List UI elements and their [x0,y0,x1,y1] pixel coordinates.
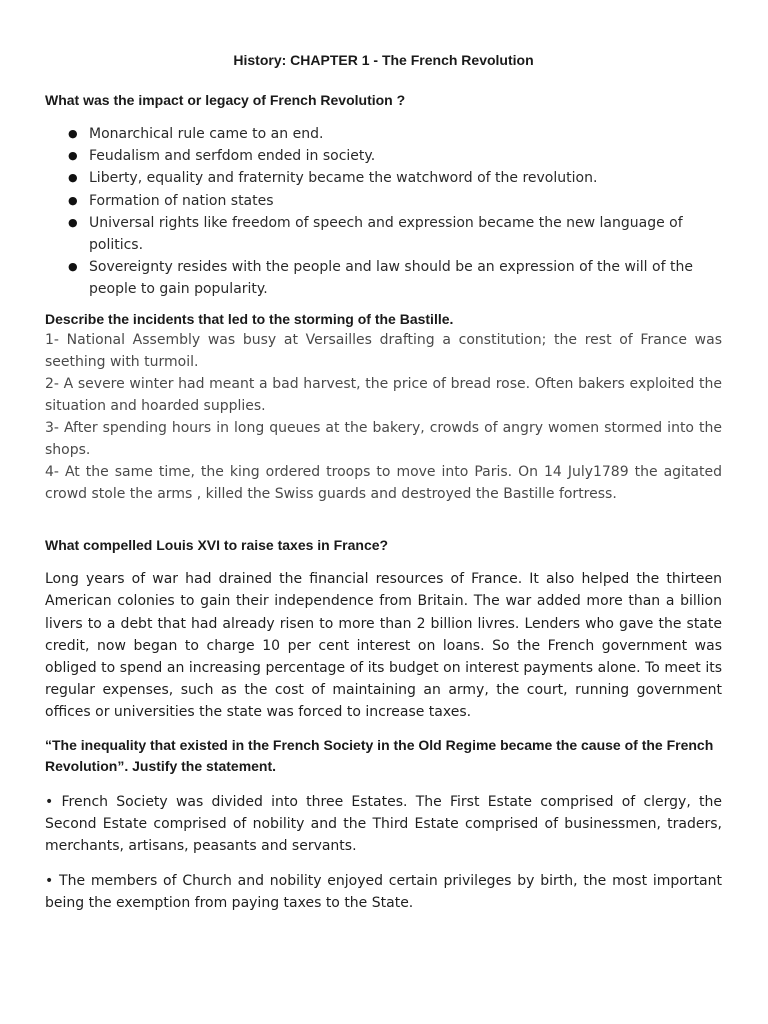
bastille-point: 2- A severe winter had meant a bad harvest, the price of bread rose. Often bakers exploited the situation and hoarded supplies. [45,375,722,414]
list-item-text: Feudalism and serfdom ended in society. [89,148,376,165]
question-inequality: “The inequality that existed in the French Society in the Old Regime became the cause of the French Revolution”. Justify the statement. [45,737,714,775]
list-item-text: Universal rights like freedom of speech and expression became the new language of politics. [89,214,683,254]
bullet-icon: ● [68,149,78,163]
bastille-point: 3- After spending hours in long queues at the bakery, crowds of angry women stormed into the shops. [45,420,722,459]
list-item-text: Formation of nation states [89,192,274,209]
bullet-icon: ● [68,260,78,274]
inequality-paragraph: • The members of Church and nobility enjoyed certain privileges by birth, the most important being the exemption from paying taxes to the State. [45,873,722,912]
list-item [68,123,722,145]
list-item [68,190,722,212]
list-item-text: Monarchical rule came to an end. [89,126,324,142]
list-item-text: Sovereignty resides with the people and law should be an expression of the will of the people to gain popularity. [89,259,693,298]
bullet-icon: ● [68,215,78,229]
list-item [68,145,722,167]
list-item [68,212,722,256]
bullet-icon: ● [68,127,78,140]
list-item [68,256,722,300]
question-louis-taxes: What compelled Louis XVI to raise taxes in France? [45,537,389,554]
bastille-point: 1- National Assembly was busy at Versailles drafting a constitution; the rest of France was seething with turmoil. [45,331,722,370]
inequality-paragraph: • French Society was divided into three Estates. The First Estate comprised of clergy, the Second Estate comprised of nobility and the Third Estate comprised of businessmen, traders, merchants, artisans, peasants and servants. [45,794,722,855]
bastille-point: 4- At the same time, the king ordered troops to move into Paris. On 14 July1789 the agitated crowd stole the arms , killed the Swiss guards and destroyed the Bastille fortress. [45,464,722,503]
list-item-text: Liberty, equality and fraternity became the watchword of the revolution. [89,170,598,187]
document-title: History: CHAPTER 1 - The French Revolution [233,52,534,68]
question-impact-legacy: What was the impact or legacy of French Revolution ? [45,92,406,108]
impact-bullet-list [45,123,722,301]
taxes-paragraph: Long years of war had drained the financial resources of France. It also helped the thirteen American colonies to gain their independence from Britain. The war added more than a billion livers to a debt that had already risen to more than 2 billion livres. Lenders who gave the state credit, now began to charge 10 per cent interest on loans. So the French government was obliged to spend an increasing percentage of its budget on interest payments alone. To meet its regular expenses, such as the cost of maintaining an army, the court, running government offices or universities the state was forced to increase taxes. [45,571,722,720]
bullet-icon: ● [68,171,78,185]
list-item [68,167,722,189]
question-storming-bastille: Describe the incidents that led to the storming of the Bastille. [45,310,454,327]
bullet-icon: ● [68,193,78,207]
